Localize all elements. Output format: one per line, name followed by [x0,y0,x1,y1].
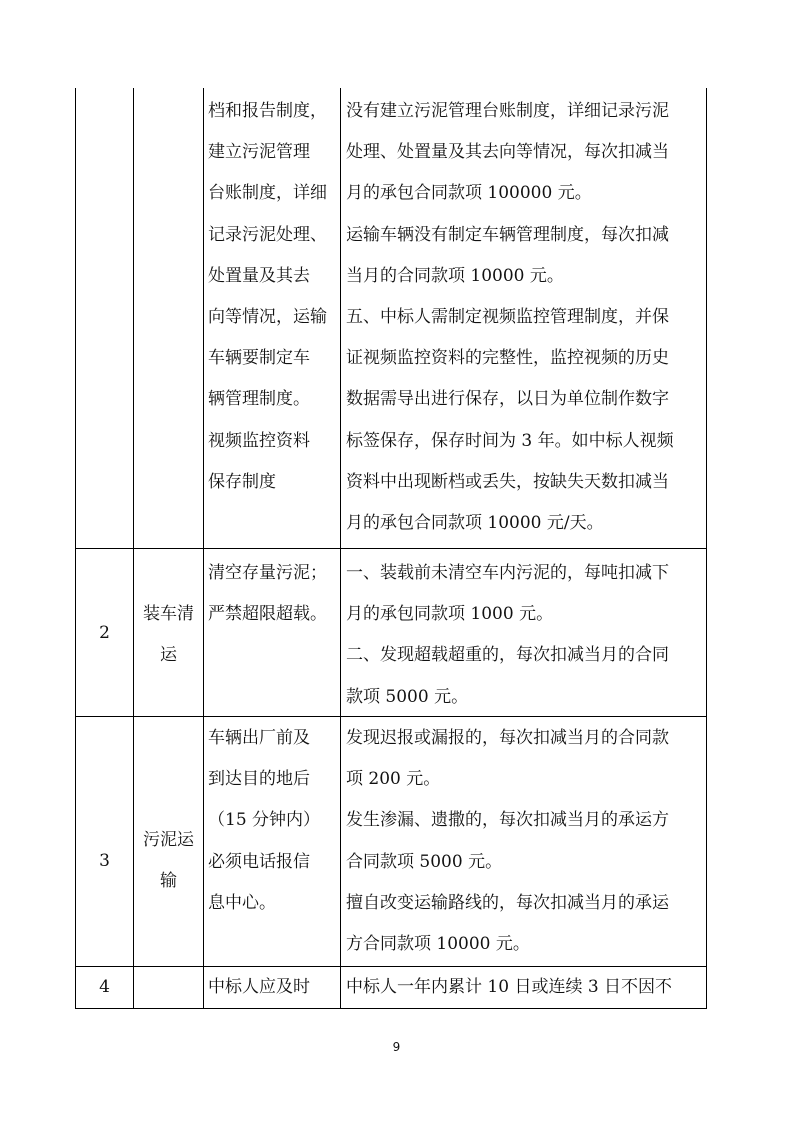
requirement-line: 辆管理制度。 [208,389,310,410]
requirement-line: 车辆要制定车 [208,348,310,369]
table-border [75,966,707,967]
requirement-line: 档和报告制度， [208,101,327,121]
penalty-line: 月的承包同款项 1000 元。 [346,604,554,625]
penalty-line: 月的承包合同款项 10000 元/天。 [346,513,604,533]
penalty-line: 证视频监控资料的完整性，监控视频的历史 [346,348,669,369]
row-number: 2 [99,623,110,643]
penalty-line: 处理、处置量及其去向等情况，每次扣减当 [346,142,669,163]
penalty-line: 五、中标人需制定视频监控管理制度，并保 [346,307,669,327]
requirement-line: 处置量及其去 [208,265,310,286]
requirement-line: 车辆出厂前及 [208,728,310,748]
requirement-line: 视频监控资料 [208,430,310,451]
requirement-line: 向等情况，运输 [208,307,327,327]
item-name-line: 输 [160,871,177,892]
row-number: 3 [99,851,110,871]
penalty-line: 款项 5000 元。 [346,686,469,707]
item-name-line: 运 [160,645,177,666]
penalty-line: 发生渗漏、遗撒的，每次扣减当月的承运方 [346,810,669,831]
requirement-line: 息中心。 [208,892,276,913]
penalty-line: 一、装载前未清空车内污泥的，每吨扣减下 [346,563,669,583]
requirement-line: 严禁超限超载。 [208,604,327,625]
penalty-line: 当月的合同款项 10000 元。 [346,265,564,286]
requirement-line: 必须电话报信 [208,851,310,872]
penalty-line: 合同款项 5000 元。 [346,851,503,872]
requirement-line: 到达目的地后 [208,769,310,790]
penalty-line: 标签保存，保存时间为 3 年。如中标人视频 [346,430,674,451]
requirement-line: 中标人应及时 [208,977,310,997]
penalty-line: 数据需导出进行保存，以日为单位制作数字 [346,389,669,410]
penalty-line: 运输车辆没有制定车辆管理制度，每次扣减 [346,224,669,245]
row-number: 4 [99,977,110,997]
penalty-line: 擅自改变运输路线的，每次扣减当月的承运 [346,892,669,913]
penalty-line: 方合同款项 10000 元。 [346,934,530,954]
requirement-line: 清空存量污泥； [208,563,327,583]
penalty-line: 二、发现超载超重的，每次扣减当月的合同 [346,645,669,666]
requirement-line: 建立污泥管理 [208,142,310,163]
penalty-line: 中标人一年内累计 10 日或连续 3 日不因不 [346,977,673,997]
item-name-line: 装车清 [143,604,194,624]
penalty-line: 月的承包合同款项 100000 元。 [346,183,592,204]
penalty-line: 发现迟报或漏报的，每次扣减当月的合同款 [346,728,669,748]
penalty-line: 没有建立污泥管理台账制度，详细记录污泥 [346,101,669,121]
table-border [75,548,707,549]
penalty-line: 项 200 元。 [346,769,441,790]
requirement-line: 记录污泥处理、 [208,224,327,245]
requirement-line: 台账制度，详细 [208,183,327,204]
requirement-line: （15 分钟内） [208,810,321,831]
table-border [75,1008,707,1009]
requirement-line: 保存制度 [208,471,276,492]
page-number: 9 [392,1040,401,1054]
penalty-line: 资料中出现断档或丢失，按缺失天数扣减当 [346,471,669,492]
table-border [75,716,707,717]
item-name-line: 污泥运 [143,830,194,850]
